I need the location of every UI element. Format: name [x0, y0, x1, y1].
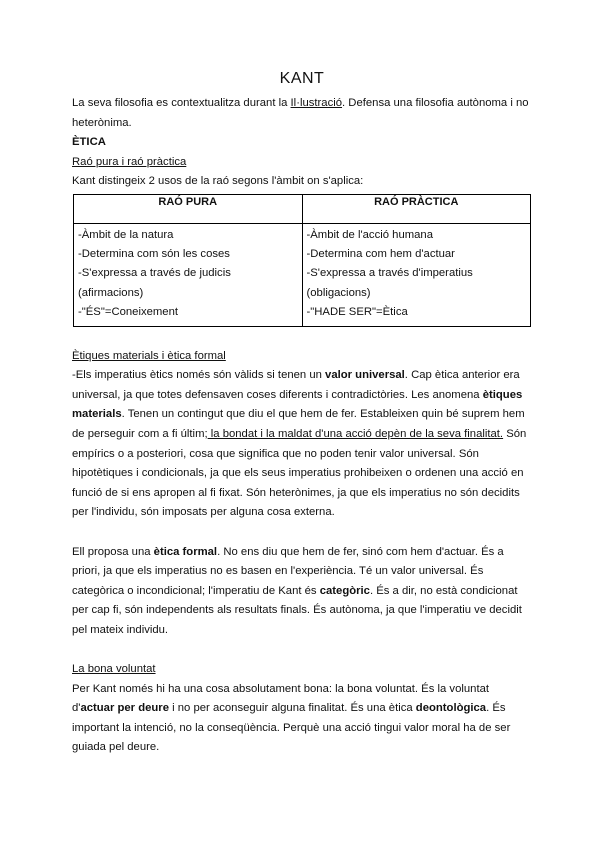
subsection-heading-etiques [72, 347, 532, 367]
practica-line: -Àmbit de l'acció humana [306, 228, 433, 241]
intro-text-end: . Defensa una filosofia autònoma i no heterònima. [72, 97, 529, 129]
section-heading-etica [72, 133, 532, 153]
practica-line: -S'expressa a través d'imperatius [306, 267, 473, 280]
spacer [72, 523, 532, 543]
pura-line: (afirmacions) [78, 286, 144, 299]
paragraph-bona-voluntat [72, 680, 532, 758]
pura-line: -S'expressa a través de judicis [78, 267, 231, 280]
subsection-heading-bona [72, 660, 532, 680]
subsection-rao-label: Raó pura i raó pràctica [72, 155, 187, 168]
illustracio-link[interactable]: Il·lustració [290, 97, 343, 109]
spacer [72, 327, 532, 347]
header-rao-practica: RAÓ PRÀCTICA [302, 194, 531, 223]
text-run: . Tenen un contingut que diu el que hem de fer. Estableixen quin bé suprem hem de perseguir com a fi últim; [72, 408, 525, 440]
pura-line: -Determina com són les coses [78, 248, 230, 261]
practica-line: (obligacions) [306, 286, 371, 299]
rao-intro: Kant distingeix 2 usos de la raó segons l'àmbit on s'aplica: [72, 175, 364, 188]
subsection-etiques-label: Ètiques materials i ètica formal [72, 349, 226, 362]
paragraph-etiques-materials [72, 366, 532, 523]
bold-run: deontològica [415, 702, 487, 715]
pura-line: -Àmbit de la natura [78, 228, 174, 241]
text-run: Són empírics o a posteriori, cosa que significa que no poden tenir valor universal. Són hipotètiques i condicionals, ja que els seus imperatius prohibeixen o ordenen una acció en funció de si ens apropen al fi fixat. Són heterònimes, ja que els imperatius no són decidits per l'individu, són imposats per alguna cosa externa. [72, 427, 527, 519]
text-run: Ell proposa una [72, 545, 154, 558]
text-run: . No ens diu que hem de fer, sinó com hem d'actuar. És a priori, ja que els imperatius no es basen en l'experiència. Té un valor universal. És categòrica o incondicional; l'imperatiu de Kant és [72, 545, 504, 597]
practica-line: -"HADE SER"=Ètica [306, 305, 408, 318]
section-etica-label: ÈTICA [72, 136, 106, 149]
bold-run: ètica formal [153, 545, 218, 558]
bold-run: categòric [319, 584, 370, 597]
intro-paragraph [72, 94, 532, 133]
rao-table [73, 194, 531, 327]
page-title: KANT [279, 70, 325, 87]
paragraph-etica-formal [72, 543, 532, 641]
subsection-bona-label: La bona voluntat [72, 663, 156, 676]
text-run: i no per aconseguir alguna finalitat. És una ètica [168, 702, 416, 715]
text-run: . És a dir, no està condicionat per cap fi, són independents als resultats finals. És autònoma, ja que l'imperatiu ve decidit pel mateix individu. [72, 584, 522, 636]
cell-rao-practica [302, 223, 531, 326]
spacer [72, 640, 532, 660]
table-header-row [74, 194, 531, 223]
practica-line: -Determina com hem d'actuar [306, 248, 455, 261]
bold-run: ètiques materials [72, 388, 523, 421]
subsection-heading-rao [72, 153, 532, 173]
intro-text: La seva filosofia es contextualitza durant la [72, 97, 291, 109]
text-run: Per Kant només hi ha una cosa absolutament bona: la bona voluntat. És la voluntat d' [72, 682, 490, 715]
text-run: -Els imperatius ètics només són vàlids si tenen un [72, 369, 326, 382]
header-rao-pura: RAÓ PURA [74, 194, 303, 223]
bold-run: valor universal [325, 369, 405, 382]
text-run: . És important la intenció, no la conseqüència. Perquè una acció tingui valor moral ha de ser guiada pel deure. [72, 702, 511, 754]
pura-line: -"ÉS"=Coneixement [78, 305, 179, 318]
table-row [74, 223, 531, 326]
cell-rao-pura [74, 223, 303, 326]
underlined-run: la bondat i la maldat d'una acció depèn de la seva finalitat. [207, 427, 504, 440]
text-run: . Cap ètica anterior era universal, ja que totes defensaven coses diferents i contradictòries. Les anomena [72, 369, 520, 401]
bold-run: actuar per deure [80, 702, 169, 715]
document-page [72, 70, 532, 758]
